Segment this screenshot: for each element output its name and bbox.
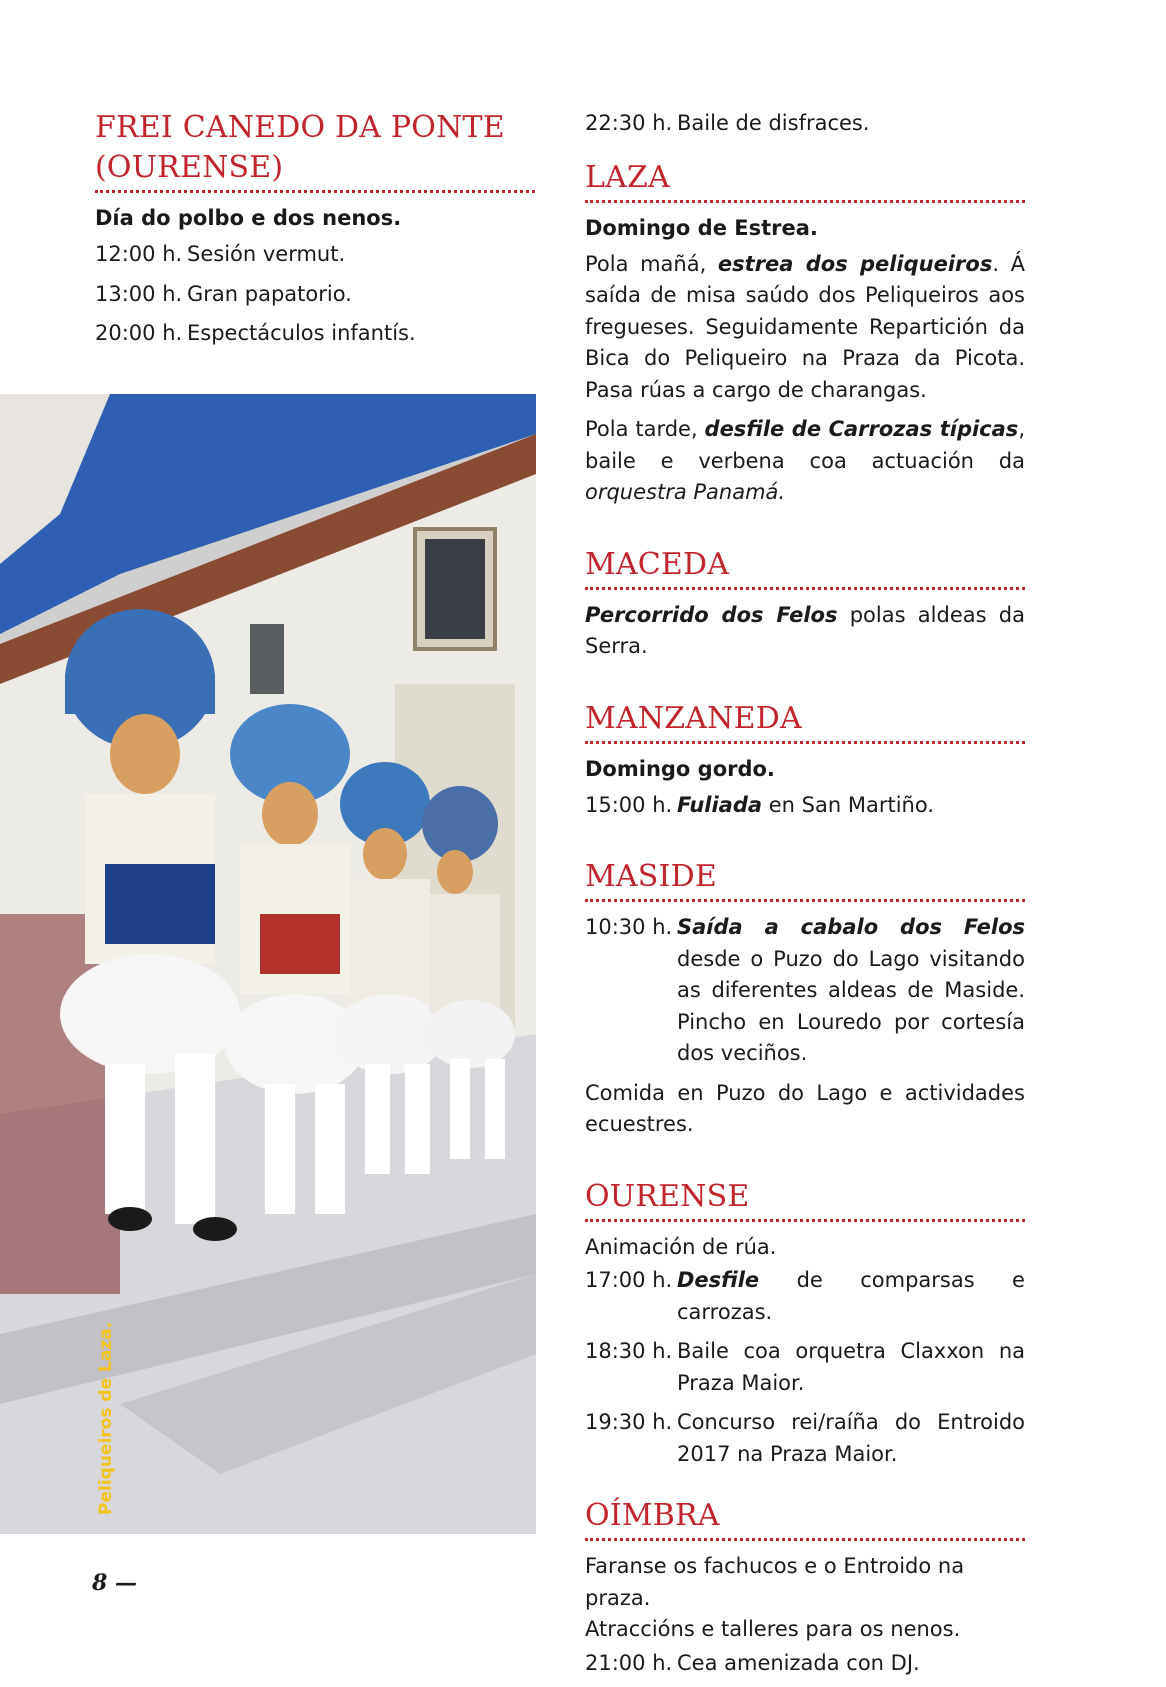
section-heading-maside: MASIDE: [585, 857, 1025, 902]
event-row: [95, 318, 535, 350]
event-desc: Baile de disfraces.: [677, 111, 870, 135]
event-row: [585, 108, 1025, 140]
event-row: [95, 279, 535, 311]
subtitle: Domingo de Estrea.: [585, 215, 818, 240]
paragraph: Faranse os fachucos e o Entroido na praza.: [585, 1554, 965, 1610]
section-heading-frei-canedo: [95, 108, 535, 193]
photo-caption: Peliqueiros de Laza.: [96, 1321, 116, 1515]
event-desc: Gran papatorio.: [187, 281, 352, 306]
left-column: [95, 108, 535, 358]
right-column: [585, 108, 1025, 1687]
event-time: 10:30 h.: [585, 915, 673, 939]
event-time: 17:00 h.: [585, 1268, 673, 1292]
section-heading-manzaneda: MANZANEDA: [585, 699, 1025, 744]
paragraph: Percorrido dos Felos polas aldeas da Serra.: [585, 602, 1025, 658]
event-row: [95, 239, 535, 271]
event-row: [585, 912, 1025, 1070]
section-heading-oimbra: OÍMBRA: [585, 1496, 1025, 1541]
section-heading-ourense: OURENSE: [585, 1177, 1025, 1222]
event-row: [585, 1648, 1025, 1680]
event-time: 20:00 h.: [95, 321, 183, 345]
event-row: [585, 1407, 1025, 1470]
event-desc: Concurso rei/raíña do Entroido 2017 na Praza Maior.: [677, 1410, 1025, 1466]
section-heading-laza: LAZA: [585, 158, 1025, 203]
paragraph: Pola tarde, desfile de Carrozas típicas, baile e verbena coa actuación da orquestra Panamá.: [585, 417, 1025, 504]
event-time: 13:00 h.: [95, 281, 183, 306]
event-time: 19:30 h.: [585, 1410, 673, 1434]
subtitle: Domingo gordo.: [585, 756, 775, 781]
event-desc: Sesión vermut.: [187, 242, 346, 266]
event-time: 15:00 h.: [585, 792, 673, 817]
event-desc: Espectáculos infantís.: [187, 321, 416, 345]
event-time: 12:00 h.: [95, 242, 183, 266]
paragraph: Animación de rúa.: [585, 1234, 777, 1259]
page-number: 8 —: [92, 1570, 137, 1596]
event-desc: Desfile de comparsas e carrozas.: [677, 1268, 1025, 1324]
paragraph: Comida en Puzo do Lago e actividades ecuestres.: [585, 1080, 1025, 1136]
subtitle: Día do polbo e dos nenos.: [95, 206, 402, 230]
event-time: 21:00 h.: [585, 1650, 673, 1675]
paragraph: Atraccións e talleres para os nenos.: [585, 1617, 961, 1641]
heading-line2: (OURENSE): [95, 150, 284, 185]
event-time: 22:30 h.: [585, 111, 673, 135]
event-row: [585, 790, 1025, 822]
event-row: [585, 1336, 1025, 1399]
paragraph: Pola mañá, estrea dos peliqueiros. Á saída de misa saúdo dos Peliqueiros aos fregueses. Seguidamente Repartición da Bica do Peliqueiro na Praza da Picota. Pasa rúas a cargo de charangas.: [585, 251, 1026, 402]
event-desc: Saída a cabalo dos Felos desde o Puzo do Lago visitando as diferentes aldeas de Maside. Pincho en Louredo por cortesía dos veciños.: [677, 915, 1025, 1065]
section-heading-maceda: MACEDA: [585, 545, 1025, 590]
event-time: 18:30 h.: [585, 1339, 673, 1363]
event-row: [585, 1265, 1025, 1328]
event-desc: Baile coa orquetra Claxxon na Praza Maior.: [677, 1339, 1025, 1395]
event-desc: Fuliada en San Martiño.: [677, 792, 934, 817]
peliqueiros-photo: [0, 394, 536, 1534]
heading-line1: FREI CANEDO DA PONTE: [95, 110, 505, 145]
event-desc: Cea amenizada con DJ.: [677, 1650, 920, 1675]
